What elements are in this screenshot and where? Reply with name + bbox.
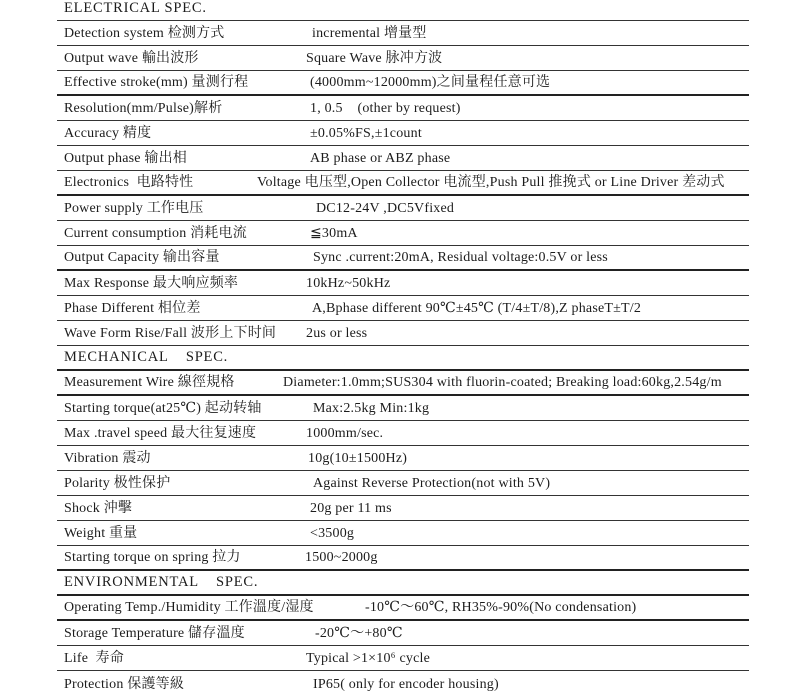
spec-row-measurement-wire bbox=[57, 371, 749, 396]
spec-row-label: Vibration 震动 bbox=[64, 451, 151, 466]
spec-row-value: 10g(10±1500Hz) bbox=[308, 451, 408, 466]
spec-row-label: Measurement Wire 線徑規格 bbox=[64, 375, 235, 390]
spec-row-label: Max Response 最大响应频率 bbox=[64, 276, 239, 291]
spec-row-spring-torque bbox=[57, 546, 749, 571]
spec-row-label: Effective stroke(mm) 量测行程 bbox=[64, 75, 249, 90]
spec-row-label: Protection 保護等級 bbox=[64, 677, 185, 692]
section-title-environmental bbox=[57, 571, 749, 596]
spec-row-value: -20℃～+80℃ bbox=[315, 626, 403, 641]
spec-row-label: Shock 沖擊 bbox=[64, 501, 133, 516]
spec-row-value: A,Bphase different 90℃±45℃ (T/4±T/8),Z phaseT±T/2 bbox=[312, 301, 642, 316]
spec-row-value: ±0.05%FS,±1count bbox=[310, 126, 422, 141]
spec-row-value: 1500~2000g bbox=[305, 550, 378, 565]
spec-row-power-supply bbox=[57, 196, 749, 221]
spec-row-value: Max:2.5kg Min:1kg bbox=[313, 401, 430, 416]
spec-row-value: IP65( only for encoder housing) bbox=[313, 677, 499, 692]
spec-row-life bbox=[57, 646, 749, 671]
spec-row-vibration bbox=[57, 446, 749, 471]
spec-row-value: Voltage 电压型,Open Collector 电流型,Push Pull 推挽式 or Line Driver 差动式 bbox=[257, 175, 725, 190]
spec-row-shock bbox=[57, 496, 749, 521]
spec-row-resolution bbox=[57, 96, 749, 121]
spec-row-value: Typical >1×10⁶ cycle bbox=[306, 651, 430, 666]
spec-row-max-response bbox=[57, 271, 749, 296]
section-title-text: ELECTRICAL SPEC. bbox=[64, 0, 207, 16]
spec-row-label: Storage Temperature 儲存溫度 bbox=[64, 626, 245, 641]
spec-row-label: Accuracy 精度 bbox=[64, 126, 152, 141]
spec-row-label: Current consumption 消耗电流 bbox=[64, 226, 247, 241]
spec-row-value: (4000mm~12000mm)之间量程任意可选 bbox=[310, 75, 551, 90]
section-title-mechanical bbox=[57, 346, 749, 371]
spec-row-label: Polarity 极性保护 bbox=[64, 476, 171, 491]
spec-row-phase-different bbox=[57, 296, 749, 321]
spec-row-label: Detection system 检测方式 bbox=[64, 26, 225, 41]
spec-row-label: Phase Different 相位差 bbox=[64, 301, 201, 316]
spec-row-starting-torque bbox=[57, 396, 749, 421]
spec-row-max-travel-speed bbox=[57, 421, 749, 446]
spec-row-label: Starting torque on spring 拉力 bbox=[64, 550, 241, 565]
spec-row-value: ≦30mA bbox=[310, 226, 358, 241]
spec-row-label: Output Capacity 输出容量 bbox=[64, 250, 220, 265]
spec-row-value: DC12-24V ,DC5Vfixed bbox=[316, 201, 455, 216]
spec-row-electronics bbox=[57, 171, 749, 196]
spec-row-label: Wave Form Rise/Fall 波形上下时间 bbox=[64, 326, 277, 341]
spec-row-value: 20g per 11 ms bbox=[310, 501, 392, 516]
spec-row-label: Power supply 工作电压 bbox=[64, 201, 204, 216]
spec-row-label: Electronics 电路特性 bbox=[64, 175, 194, 190]
spec-row-label: Max .travel speed 最大往复速度 bbox=[64, 426, 257, 441]
spec-row-value: 1, 0.5 (other by request) bbox=[310, 101, 461, 116]
spec-row-operating-temp-humidity bbox=[57, 596, 749, 621]
spec-table bbox=[57, 0, 749, 696]
spec-row-value: <3500g bbox=[310, 526, 355, 541]
spec-row-value: -10℃～60℃, RH35%-90%(No condensation) bbox=[365, 600, 637, 615]
spec-row-current-consumption bbox=[57, 221, 749, 246]
spec-row-value: AB phase or ABZ phase bbox=[310, 151, 451, 166]
spec-row-polarity bbox=[57, 471, 749, 496]
spec-row-value: incremental 增量型 bbox=[312, 26, 427, 41]
spec-row-label: Operating Temp./Humidity 工作溫度/湿度 bbox=[64, 600, 314, 615]
spec-row-value: Sync .current:20mA, Residual voltage:0.5V or less bbox=[313, 250, 608, 265]
spec-row-value: 10kHz~50kHz bbox=[306, 276, 391, 291]
spec-row-accuracy bbox=[57, 121, 749, 146]
spec-row-output-wave bbox=[57, 46, 749, 71]
spec-row-output-capacity bbox=[57, 246, 749, 271]
spec-row-label: Weight 重量 bbox=[64, 526, 138, 541]
spec-row-label: Starting torque(at25℃) 起动转轴 bbox=[64, 401, 262, 416]
spec-row-label: Resolution(mm/Pulse)解析 bbox=[64, 101, 223, 116]
spec-row-protection bbox=[57, 671, 749, 696]
section-title-electrical bbox=[57, 0, 749, 21]
spec-row-value: 1000mm/sec. bbox=[306, 426, 384, 441]
section-title-text: ENVIRONMENTAL SPEC. bbox=[64, 574, 259, 590]
section-title-text: MECHANICAL SPEC. bbox=[64, 349, 229, 365]
spec-row-label: Output wave 輸出波形 bbox=[64, 51, 199, 66]
spec-row-wave-form-rise-fall bbox=[57, 321, 749, 346]
spec-row-weight bbox=[57, 521, 749, 546]
spec-row-storage-temperature bbox=[57, 621, 749, 646]
spec-row-label: Life 寿命 bbox=[64, 651, 124, 666]
spec-row-detection-system bbox=[57, 21, 749, 46]
spec-row-value: Diameter:1.0mm;SUS304 with fluorin-coated; Breaking load:60kg,2.54g/m bbox=[283, 375, 722, 390]
spec-row-value: 2us or less bbox=[306, 326, 368, 341]
spec-row-value: Against Reverse Protection(not with 5V) bbox=[313, 476, 551, 491]
spec-row-effective-stroke bbox=[57, 71, 749, 96]
spec-row-value: Square Wave 脉冲方波 bbox=[306, 51, 443, 66]
spec-row-output-phase bbox=[57, 146, 749, 171]
spec-row-label: Output phase 输出相 bbox=[64, 151, 187, 166]
